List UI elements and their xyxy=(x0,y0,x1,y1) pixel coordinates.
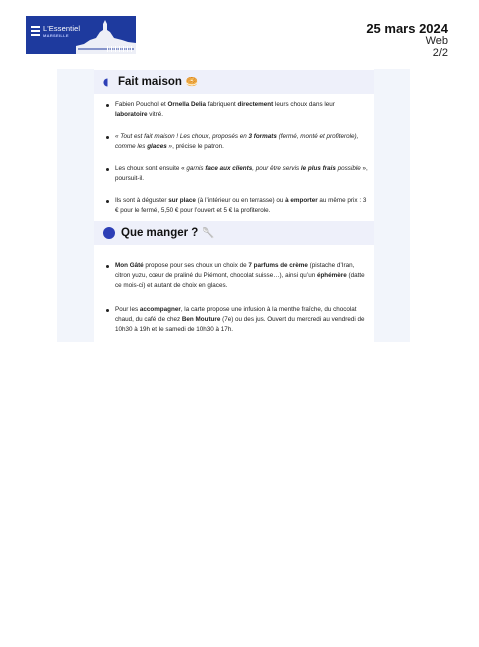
text-run: Ornella Delia xyxy=(167,101,207,108)
bagel-icon: 🥯 xyxy=(185,76,199,88)
text-run: Fabien Pouchol et xyxy=(115,101,168,108)
logo-brand-text: L'Essentiel xyxy=(43,24,81,33)
text-run: (à l’intérieur ou en terrasse) ou xyxy=(195,197,286,204)
section-header-fait-maison xyxy=(94,70,374,94)
text-run: directement xyxy=(237,101,274,108)
text-run: (fermé, monté et profiterole), comme les xyxy=(115,133,359,150)
text-run: laboratoire xyxy=(115,111,148,118)
text-run: Les choux sont ensuite « xyxy=(115,165,187,172)
text-run: 3 formats xyxy=(248,133,277,140)
text-run: (pistache d’Iran, citron yuzu, cœur de praliné du Piémont, chocolat suisse…), ainsi qu’un xyxy=(115,262,355,279)
text-run: leurs choux dans leur xyxy=(273,101,335,108)
blue-dot-icon xyxy=(103,227,115,239)
text-run: » xyxy=(166,143,173,150)
publication-date: 25 mars 2024 xyxy=(366,21,448,36)
text-run: éphémère xyxy=(316,272,347,279)
text-run: , précise le patron. xyxy=(172,143,224,150)
page-number: 2/2 xyxy=(432,47,448,59)
text-run: Mon Gâté xyxy=(115,262,144,269)
bullet-list-que-manger xyxy=(106,261,368,349)
bullet-item xyxy=(106,132,368,152)
bullet-item xyxy=(106,164,368,184)
text-run: propose pour ses choux un choix de xyxy=(143,262,249,269)
section-title: Fait maison xyxy=(118,76,182,88)
text-run: 7 parfums de crème xyxy=(248,262,308,269)
text-run: face aux clients xyxy=(205,165,253,172)
text-run: possible xyxy=(335,165,361,172)
section-title: Que manger ? xyxy=(121,227,199,239)
text-run: garnis xyxy=(186,165,206,172)
text-run: sur place xyxy=(168,197,196,204)
bullet-list-fait-maison xyxy=(106,100,368,228)
text-run: », poursuit-il. xyxy=(115,165,368,182)
text-run: vitré. xyxy=(147,111,163,118)
text-run: Ils sont à déguster xyxy=(115,197,169,204)
bullet-item xyxy=(106,100,368,120)
text-run: , la carte propose une infusion à la menthe fraîche, du chocolat chaud, du café de chez xyxy=(115,306,357,323)
text-run: Ben Mouture xyxy=(181,316,221,323)
logo-sub-text: MARSEILLE xyxy=(43,33,69,38)
spoon-icon: 🥄 xyxy=(202,227,215,239)
document-meta xyxy=(366,23,448,59)
section-header-que-manger xyxy=(94,221,374,245)
publication-logo xyxy=(26,16,136,54)
bullet-item xyxy=(106,196,368,216)
text-run: glaces xyxy=(147,143,167,150)
half-moon-icon xyxy=(103,78,112,87)
bullet-item xyxy=(106,305,368,335)
publication-source: Web xyxy=(425,35,448,47)
text-run: le plus frais xyxy=(300,165,336,172)
text-run: (7e) ou des jus. Ouvert du mercredi au vendredi de 10h30 à 19h et le samedi de 10h30 à 17h. xyxy=(115,316,365,333)
text-run: Pour les xyxy=(115,306,140,313)
text-run: accompagner xyxy=(139,306,181,313)
text-run: au même prix : 3 € pour le fermé, 5,50 € pour l’ouvert et 5 € la profiterole. xyxy=(115,197,367,214)
bullet-item xyxy=(106,261,368,291)
logo-mark-icon xyxy=(31,26,40,36)
text-run: fabriquent xyxy=(206,101,238,108)
text-run: à emporter xyxy=(285,197,318,204)
text-run: « Tout est fait maison ! Les choux, proposés en xyxy=(115,133,249,140)
text-run: , pour être servis xyxy=(252,165,301,172)
barcode-icon xyxy=(107,46,133,52)
text-run: (datte ce mois-ci) et autant de choix en glaces. xyxy=(115,272,365,289)
